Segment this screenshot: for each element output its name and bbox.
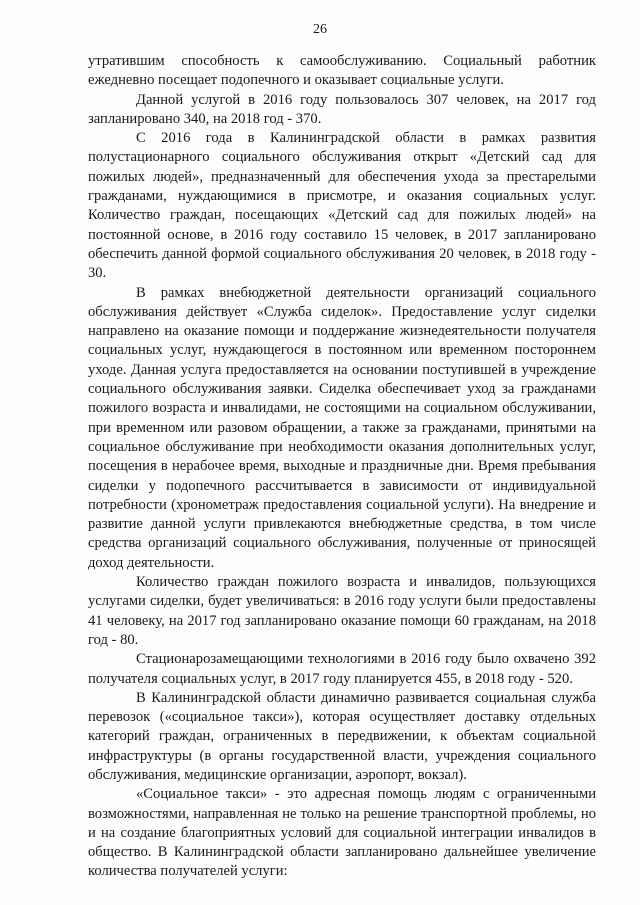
paragraph-continuation: утратившим способность к самообслуживанию. Социальный работник ежедневно посещает подопечного и оказывает социальные услуги. xyxy=(88,53,596,89)
paragraph-caregiver-service: В рамках внебюджетной деятельности организаций социального обслуживания действует «Служба сиделок». Предоставление услуг сиделки направлено на оказание помощи и поддержание жизнедеятельности получателя социальных услуг, нуждающегося в постоянном или временном постороннем уходе. Данная услуга предоставляется на основании поступившей в учреждение социального обслуживания заявки. Сиделка обеспечивает уход за гражданами пожилого возраста и инвалидами, не состоящими на социальном обслуживании, при временном или разовом обращении, а также за гражданами, принятыми на социальное обслуживание при необходимости оказания дополнительных услуг, посещения в нерабочее время, выходные и праздничные дни. Время пребывания сиделки у подопечного рассчитывается в зависимости от индивидуальной потребности (хронометраж предоставления социальной услуги). На внедрение и развитие данной услуги привлекаются внебюджетные средства, в том числе средства организаций социального обслуживания, полученные от приносящей доход деятельности. xyxy=(88,284,596,571)
paragraph-day-care: С 2016 года в Калининградской области в рамках развития полустационарного социального обслуживания открыт «Детский сад для пожилых людей», предназначенный для обеспечения ухода за престарелыми гражданами, нуждающимися в присмотре, и оказания социальных услуг. Количество граждан, посещающих «Детский сад для пожилых людей» на постоянной основе, в 2016 году составило 15 человек, в 2017 запланировано обеспечить данной формой социального обслуживания 20 человек, в 2018 году - 30. xyxy=(88,130,596,282)
paragraph-inpatient-replacement: Стационарозамещающими технологиями в 2016 году было охвачено 392 получателя социальных услуг, в 2017 году планируется 455, в 2018 году - 520. xyxy=(88,651,596,687)
page-number: 26 xyxy=(313,22,327,37)
paragraph-home-care-stats: Данной услугой в 2016 году пользовалось 307 человек, на 2017 год запланировано 340, на 2018 год - 370. xyxy=(88,91,596,127)
paragraph-social-taxi: В Калининградской области динамично развивается социальная служба перевозок («социальное такси»), которая осуществляет доставку отдельных категорий граждан, ограниченных в передвижении, к объектам социальной инфраструктуры (в органы государственной власти, учреждения социального обслуживания, медицинские организации, аэропорт, вокзал). xyxy=(88,689,596,783)
document-body xyxy=(88,52,596,882)
paragraph-caregiver-stats: Количество граждан пожилого возраста и инвалидов, пользующихся услугами сиделки, будет увеличиваться: в 2016 году услуги были предоставлены 41 человеку, на 2017 год запланировано оказание помощи 60 гражданам, на 2018 год - 80. xyxy=(88,574,596,648)
paragraph-social-taxi-purpose: «Социальное такси» - это адресная помощь людям с ограниченными возможностями, направленная не только на решение транспортной проблемы, но и на создание благоприятных условий для социальной интеграции инвалидов в общество. В Калининградской области запланировано дальнейшее увеличение количества получателей услуги: xyxy=(88,786,596,880)
